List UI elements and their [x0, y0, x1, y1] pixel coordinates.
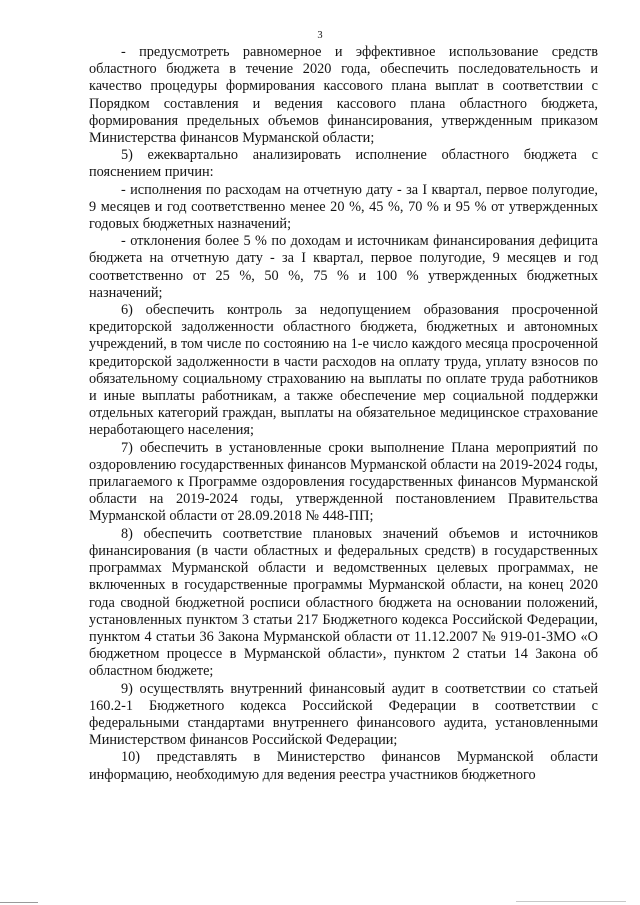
document-body [89, 44, 598, 784]
paragraph-cash-plan: - предусмотреть равномерное и эффективное использование средств областного бюджета в течение 2020 года, обеспечить последовательность и качество процедуры формирования кассового плана выплат в соответствии с Порядком составления и ведения кассового плана областного бюджета, формирования предельных объемов финансирования, утвержденным приказом Министерства финансов Мурманской области; [89, 44, 598, 147]
paragraph-item-7: 7) обеспечить в установленные сроки выполнение Плана мероприятий по оздоровлению государственных финансов Мурманской области на 2019-2024 годы, прилагаемого к Программе оздоровления государственных финансов Мурманской области на 2019-2024 годы, утвержденной постановлением Правительства Мурманской области от 28.09.2018 № 448-ПП; [89, 439, 598, 525]
scan-edge-mark-left [0, 902, 38, 903]
paragraph-item-8: 8) обеспечить соответствие плановых значений объемов и источников финансирования (в части областных и федеральных средств) в государственных программах Мурманской области и ведомственных целевых программах, не включенных в государственные программы Мурманской области, на конец 2020 года сводной бюджетной росписи областного бюджета на основании положений, установленных пунктом 3 статьи 217 Бюджетного кодекса Российской Федерации, пунктом 4 статьи 36 Закона Мурманской области от 11.12.2007 № 919-01-ЗМО «О бюджетном процессе в Мурманской области», пунктом 2 статьи 14 Закона об областном бюджете; [89, 525, 598, 680]
paragraph-item-5: 5) ежеквартально анализировать исполнение областного бюджета с пояснением причин: [89, 147, 598, 181]
page-number: 3 [317, 30, 323, 41]
scan-edge-mark-right [516, 901, 626, 902]
paragraph-item-6: 6) обеспечить контроль за недопущением образования просроченной кредиторской задолженности областного бюджета, бюджетных и автономных учреждений, в том числе по состоянию на 1-е число каждого месяца просроченной кредиторской задолженности в части расходов на оплату труда, уплату взносов по обязательному социальному страхованию на выплаты по оплате труда работников и иные выплаты работникам, а также обеспечение мер социальной поддержки отдельных категорий граждан, выплаты на обязательное медицинское страхование неработающего населения; [89, 302, 598, 439]
paragraph-item-10: 10) представлять в Министерство финансов Мурманской области информацию, необходимую для ведения реестра участников бюджетного [89, 749, 598, 783]
paragraph-revenue-deviation: - отклонения более 5 % по доходам и источникам финансирования дефицита бюджета на отчетную дату - за I квартал, первое полугодие, 9 месяцев и год соответственно от 25 %, 50 %, 75 % и 100 % утвержденных бюджетных назначений; [89, 233, 598, 301]
paragraph-expense-execution: - исполнения по расходам на отчетную дату - за I квартал, первое полугодие, 9 месяцев и год соответственно менее 20 %, 45 %, 70 % и 95 % от утвержденных годовых бюджетных назначений; [89, 181, 598, 233]
paragraph-item-9: 9) осуществлять внутренний финансовый аудит в соответствии со статьей 160.2-1 Бюджетного кодекса Российской Федерации в соответствии с федеральными стандартами внутреннего финансового аудита, установленными Министерством финансов Российской Федерации; [89, 680, 598, 749]
